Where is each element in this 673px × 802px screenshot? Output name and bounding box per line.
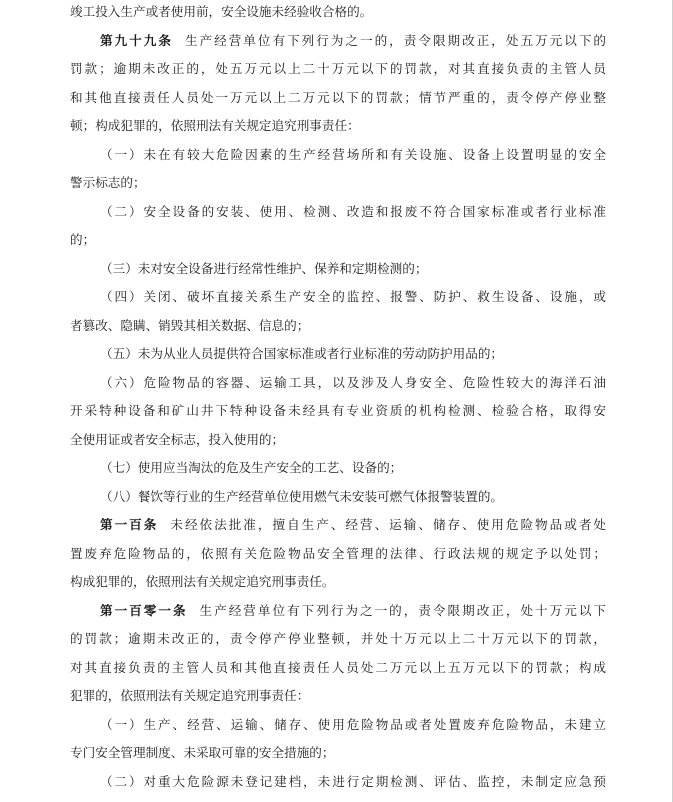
text-line: 置废弃危险物品的，依照有关危险物品安全管理的法律、行政法规的规定予以处罚； bbox=[70, 546, 606, 561]
text-line: 者篡改、隐瞒、销毁其相关数据、信息的； bbox=[70, 318, 310, 333]
text-line: 竣工投入生产或者使用前，安全设施未经验收合格的。 bbox=[70, 4, 373, 19]
text-line: 罚款；逾期未改正的，处五万元以上二十万元以下的罚款，对其直接负责的主管人员 bbox=[70, 61, 606, 76]
text-line: 的罚款；逾期未改正的，责令停产停业整顿，并处十万元以上二十万元以下的罚款， bbox=[70, 631, 606, 646]
list-item-line: （六）危险物品的容器、运输工具，以及涉及人身安全、危险性较大的海洋石油 bbox=[100, 375, 606, 390]
text-line: 警示标志的； bbox=[70, 175, 146, 190]
article-101-heading-line: 第一百零一条 生产经营单位有下列行为之一的，责令限期改正，处十万元以下 bbox=[100, 603, 606, 618]
text-line: 犯罪的，依照刑法有关规定追究刑事责任： bbox=[70, 688, 310, 703]
list-item-line: （二）安全设备的安装、使用、检测、改造和报废不符合国家标准或者行业标准 bbox=[100, 204, 606, 219]
list-item-line: （四）关闭、破坏直接关系生产安全的监控、报警、防护、救生设备、设施，或 bbox=[100, 289, 606, 304]
list-item-line: （一）生产、经营、运输、储存、使用危险物品或者处置废弃危险物品，未建立 bbox=[100, 717, 606, 732]
article-100-heading-line: 第一百条 未经依法批准，擅自生产、经营、运输、储存、使用危险物品或者处 bbox=[100, 517, 606, 532]
article-number: 第一百条 bbox=[100, 517, 159, 532]
text-line: 全使用证或者安全标志，投入使用的； bbox=[70, 432, 285, 447]
list-item-line: （三）未对安全设备进行经常性维护、保养和定期检测的； bbox=[100, 261, 428, 276]
text-line: 对其直接负责的主管人员和其他直接责任人员处二万元以上五万元以下的罚款；构成 bbox=[70, 660, 606, 675]
article-number: 第九十九条 bbox=[100, 33, 173, 48]
text-line: 和其他直接责任人员处一万元以上二万元以下的罚款；情节严重的，责令停产停业整 bbox=[70, 90, 606, 105]
text-line: 构成犯罪的，依照刑法有关规定追究刑事责任。 bbox=[70, 574, 335, 589]
list-item-line: （七）使用应当淘汰的危及生产安全的工艺、设备的； bbox=[100, 460, 403, 475]
list-item-line: （一）未在有较大危险因素的生产经营场所和有关设施、设备上设置明显的安全 bbox=[100, 147, 606, 162]
list-item-line: （五）未为从业人员提供符合国家标准或者行业标准的劳动防护用品的； bbox=[100, 346, 503, 361]
text-line: 开采特种设备和矿山井下特种设备未经具有专业资质的机构检测、检验合格，取得安 bbox=[70, 403, 606, 418]
text-line: 顿；构成犯罪的，依照刑法有关规定追究刑事责任： bbox=[70, 118, 360, 133]
list-item-line: （八）餐饮等行业的生产经营单位使用燃气未安装可燃气体报警装置的。 bbox=[100, 489, 503, 504]
text-line: 的； bbox=[70, 232, 96, 247]
article-number: 第一百零一条 bbox=[100, 603, 188, 618]
article-99-heading-line: 第九十九条 生产经营单位有下列行为之一的，责令限期改正，处五万元以下的 bbox=[100, 33, 606, 48]
text-line: 专门安全管理制度、未采取可靠的安全措施的； bbox=[70, 745, 335, 760]
list-item-line: （二）对重大危险源未登记建档，未进行定期检测、评估、监控，未制定应急预 bbox=[100, 774, 606, 789]
